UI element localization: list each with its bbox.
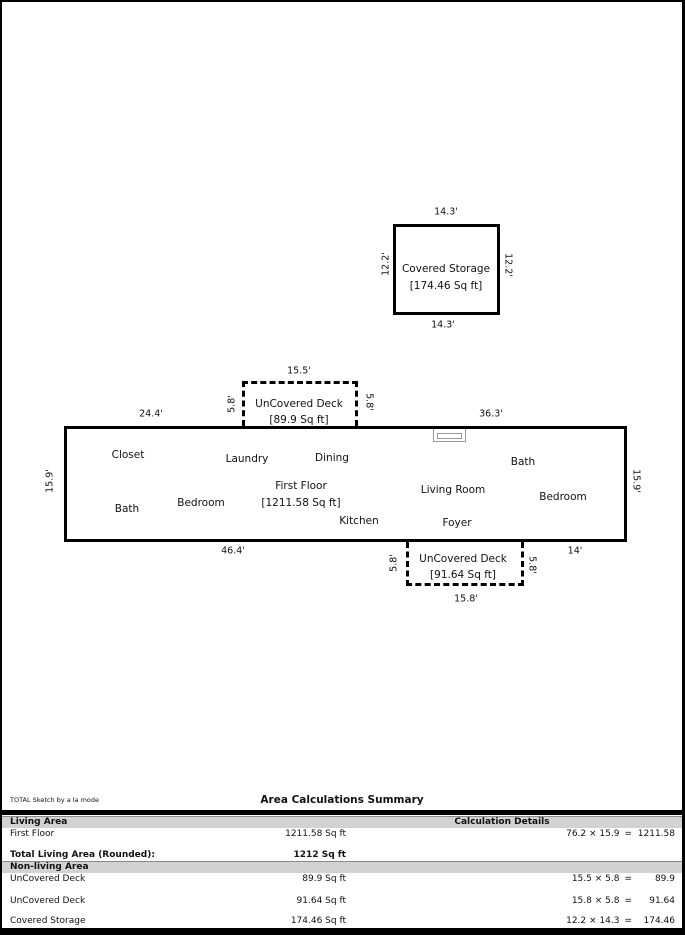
first-floor-area: [1211.58 Sq ft] [261,497,341,509]
covered-storage-dim-right: 12.2' [502,253,514,277]
calc-expression: 76.2 × 15.9 [566,829,620,839]
first-floor-dim-top-right: 36.3' [479,408,503,420]
entry-notch [433,429,466,442]
upper-deck-area: [89.9 Sq ft] [269,414,329,426]
upper-deck-label: UnCovered Deck [255,398,343,410]
row-name: UnCovered Deck [10,896,86,906]
equals-sign: = [624,829,632,839]
room-label-bath-right: Bath [510,456,536,468]
total-value: 1212 Sq ft [293,850,346,860]
living-area-header: Living Area [10,817,68,827]
room-label-living-room: Living Room [420,484,486,496]
summary-title: Area Calculations Summary [260,794,424,806]
upper-deck-dim-right: 5.8' [363,393,375,411]
room-label-closet: Closet [111,449,145,461]
covered-storage-label: Covered Storage [401,263,491,275]
calc-expression: 15.8 × 5.8 [571,896,620,906]
equals-sign: = [624,896,632,906]
equals-sign: = [624,916,632,926]
lower-deck-label: UnCovered Deck [419,553,507,565]
room-label-kitchen: Kitchen [339,515,379,527]
lower-deck-dim-left: 5.8' [388,554,400,572]
first-floor-dim-bottom-right: 14' [567,545,583,557]
table-row [2,828,682,840]
row-area-value: 1211.58 Sq ft [285,829,346,839]
room-label-bedroom-right: Bedroom [539,491,587,503]
covered-storage-dim-bottom: 14.3' [431,319,455,331]
calc-expression: 15.5 × 5.8 [571,874,620,884]
room-label-bath-left: Bath [114,503,140,515]
room-label-laundry: Laundry [225,453,269,465]
nonliving-area-header: Non-living Area [10,862,89,872]
row-name: UnCovered Deck [10,874,86,884]
nonliving-area-header-band [2,861,682,873]
lower-deck-dim-right: 5.8' [526,556,538,574]
row-calculation [557,828,675,840]
table-row [2,895,682,907]
room-label-dining: Dining [315,452,349,464]
upper-deck-dim-top: 15.5' [287,365,311,377]
first-floor-dim-bottom-left: 46.4' [221,545,245,557]
row-calculation [557,915,675,927]
lower-deck-dim-bottom: 15.8' [454,593,478,605]
covered-storage-dim-left: 12.2' [380,252,392,276]
living-area-header-band [2,816,682,828]
upper-deck-dim-left: 5.8' [226,395,238,413]
calc-result: 1211.58 [637,829,675,839]
entry-notch-step [437,433,462,439]
lower-deck-area: [91.64 Sq ft] [430,569,496,581]
first-floor-label: First Floor [275,480,327,492]
covered-storage-area: [174.46 Sq ft] [409,280,483,292]
row-calculation [557,895,675,907]
equals-sign: = [624,874,632,884]
calc-result: 89.9 [654,874,675,884]
table-row [2,915,682,927]
row-area-value: 89.9 Sq ft [302,874,346,884]
row-name: Covered Storage [10,916,86,926]
total-living-area-row [2,849,682,861]
summary-separator-bar [2,810,682,815]
row-area-value: 174.46 Sq ft [290,916,346,926]
room-label-bedroom-left: Bedroom [177,497,225,509]
row-area-value: 91.64 Sq ft [296,896,346,906]
first-floor-dim-top-left: 24.4' [139,408,163,420]
row-calculation [557,873,675,885]
bottom-bar [2,928,682,935]
covered-storage-dim-top: 14.3' [434,206,458,218]
room-label-foyer: Foyer [442,517,472,529]
branding-text: TOTAL Sketch by a la mode [10,796,100,804]
calc-expression: 12.2 × 14.3 [566,916,620,926]
total-label: Total Living Area (Rounded): [10,850,155,860]
calc-result: 91.64 [649,896,675,906]
table-row [2,873,682,885]
calculation-details-header: Calculation Details [454,817,550,827]
calc-result: 174.46 [643,916,675,926]
first-floor-dim-left: 15.9' [44,469,56,493]
row-name: First Floor [10,829,55,839]
first-floor-dim-right: 15.9' [630,469,642,493]
